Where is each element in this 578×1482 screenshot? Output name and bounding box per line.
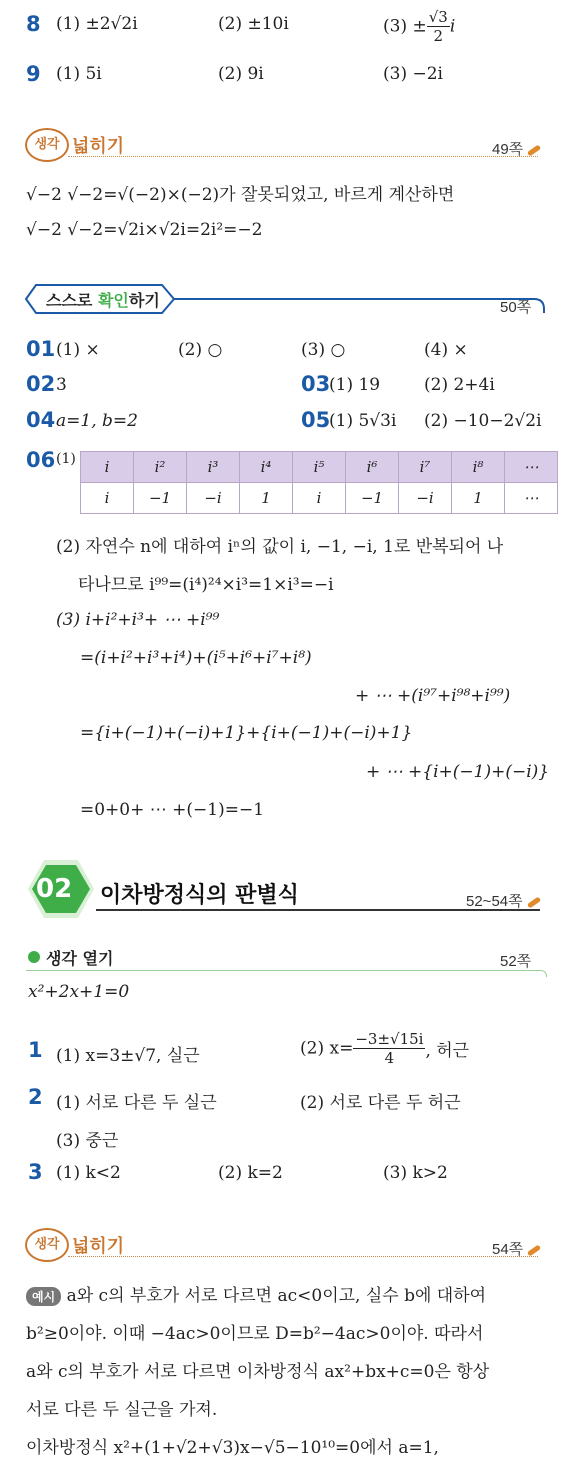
item-number: 3 [28, 1160, 43, 1184]
answer-text: (1) 19 [329, 375, 381, 395]
item-number: 1 [28, 1038, 43, 1062]
answer-fraction: (2) x= $\frac{-3\pm√15i}{4}$ , 허근 [300, 1030, 470, 1067]
answer-text: (2) 서로 다른 두 허근 [300, 1093, 461, 1113]
table-head-cell: i⁷ [399, 452, 452, 483]
body-line: 예시 a와 c의 부호가 서로 다르면 ac<0이고, 실수 b에 대하여 [26, 1281, 486, 1306]
think-badge: 생각 [25, 128, 69, 162]
body-line: 타나므로 i⁹⁹=(i⁴)²⁴×i³=1×i³=−i [78, 575, 334, 595]
answer-text: (2) k=2 [218, 1163, 283, 1183]
answer-text: (1) × [56, 340, 100, 360]
body-line: 서로 다른 두 실근을 가져. [26, 1400, 218, 1420]
body-line: x²+2x+1=0 [28, 982, 130, 1002]
page-ref: 52~54쪽 [466, 890, 541, 911]
answer-text: a=1, b=2 [56, 411, 138, 431]
brush-icon [527, 1244, 541, 1256]
table-head-cell: i [81, 452, 134, 483]
table-cell: −i [187, 483, 240, 514]
item-number: 9 [26, 62, 41, 86]
table-head-cell: i⁵ [293, 452, 346, 483]
body-line: √−2 √−2=√2i×√2i=2i²=−2 [26, 220, 263, 240]
table-cell: −1 [134, 483, 187, 514]
body-line: + ⋯ +(i⁹⁷+i⁹⁸+i⁹⁹) [355, 686, 511, 706]
subsection-frame [26, 970, 547, 977]
page-ref: 54쪽 [492, 1238, 541, 1259]
think-badge: 생각 [25, 1228, 69, 1262]
brush-icon [527, 144, 541, 156]
item-number: 03 [301, 372, 331, 396]
dotted-divider [68, 156, 538, 157]
body-line: √−2 √−2=√(−2)×(−2)가 잘못되었고, 바르게 계산하면 [26, 185, 455, 205]
answer-text: (1) 서로 다른 두 실근 [56, 1093, 217, 1113]
item-number: 2 [28, 1085, 43, 1109]
table-head-cell: i³ [187, 452, 240, 483]
power-table [80, 451, 558, 514]
page-ref: 52쪽 [500, 953, 532, 970]
answer-text: (4) × [424, 340, 468, 360]
body-line: (2) 자연수 n에 대하여 iⁿ의 값이 i, −1, −i, 1로 반복되어 나 [56, 537, 504, 557]
table-cell: −i [399, 483, 452, 514]
body-line: 이차방정식 x²+(1+√2+√3)x−√5−10¹⁰=0에서 a=1, [26, 1438, 439, 1458]
item-number: 05 [301, 408, 331, 432]
table-head-cell: i⁶ [346, 452, 399, 483]
table-head-cell: i⁴ [240, 452, 293, 483]
item-number: 06 [26, 448, 56, 472]
item-number: 01 [26, 337, 56, 361]
table-cell: −1 [346, 483, 399, 514]
answer-text: (1) x=3±√7, 실근 [56, 1046, 200, 1066]
table-cell: 1 [240, 483, 293, 514]
page-ref: 49쪽 [492, 138, 541, 159]
answer-text: (2) −10−2√2i [424, 411, 542, 431]
table-cell: ⋯ [505, 483, 558, 514]
item-number: 04 [26, 408, 56, 432]
body-line: b²≥0이야. 이때 −4ac>0이므로 D=b²−4ac>0이야. 따라서 [26, 1324, 484, 1344]
section-title: 스스로 확인하기 [46, 291, 160, 310]
answer-text: (3) ○ [301, 340, 346, 360]
table-cell: i [293, 483, 346, 514]
body-line: ={i+(−1)+(−i)+1}+{i+(−1)+(−i)+1} [80, 723, 413, 743]
table-head-cell: i² [134, 452, 187, 483]
section-title: 넓히기 [72, 136, 125, 157]
body-line: =(i+i²+i³+i⁴)+(i⁵+i⁶+i⁷+i⁸) [80, 648, 312, 668]
answer-text: (1) 5√3i [329, 411, 397, 431]
body-line: + ⋯ +{i+(−1)+(−i)} [366, 762, 550, 782]
answer-text: (1) [56, 451, 76, 467]
brush-icon [526, 896, 540, 908]
answer-text: (2) 9i [218, 64, 264, 84]
answer-text: (2) ±10i [218, 14, 289, 34]
section-title: 넓히기 [72, 1236, 125, 1257]
page-ref: 50쪽 [500, 299, 532, 316]
answer-fraction: (3) ± $\frac{√3}{2}$ i [383, 8, 456, 45]
answer-text: (2) 2+4i [424, 375, 495, 395]
table-head-cell: ⋯ [505, 452, 558, 483]
answer-text: (3) k>2 [383, 1163, 448, 1183]
chapter-title: 이차방정식의 판별식 [100, 883, 299, 908]
table-cell: i [81, 483, 134, 514]
answer-text: (3) 중근 [56, 1131, 119, 1151]
answer-text: (2) ○ [178, 340, 223, 360]
answer-text: (3) −2i [383, 64, 443, 84]
dotted-divider [68, 1256, 538, 1257]
answer-text: (1) k<2 [56, 1163, 121, 1183]
table-head-cell: i⁸ [452, 452, 505, 483]
answer-text: 3 [56, 375, 67, 395]
example-tag: 예시 [26, 1287, 61, 1306]
item-number: 8 [26, 12, 41, 36]
chapter-number: 02 [36, 874, 73, 904]
body-line: (3) i+i²+i³+ ⋯ +i⁹⁹ [56, 610, 220, 630]
table-cell: 1 [452, 483, 505, 514]
item-number: 02 [26, 372, 56, 396]
body-line: =0+0+ ⋯ +(−1)=−1 [80, 800, 265, 820]
subsection-title: 생각 열기 [46, 949, 114, 968]
green-dot-icon [28, 951, 40, 963]
body-line: a와 c의 부호가 서로 다르면 이차방정식 ax²+bx+c=0은 항상 [26, 1362, 490, 1382]
answer-text: (1) ±2√2i [56, 14, 138, 34]
answer-text: (1) 5i [56, 64, 102, 84]
